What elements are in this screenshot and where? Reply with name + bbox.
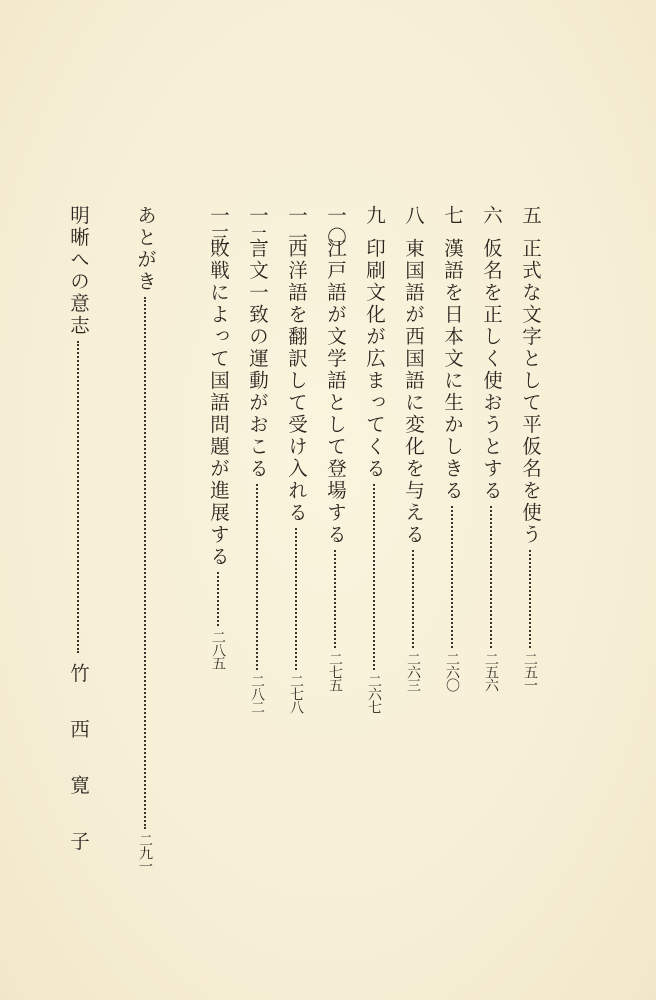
toc-entry[interactable]	[281, 205, 311, 713]
toc-entry[interactable]	[476, 205, 506, 691]
chapter-number: 一二	[246, 205, 269, 249]
afterword-title: あとがき	[134, 205, 157, 293]
page-number: 二八二	[249, 674, 265, 713]
toc-entry[interactable]	[359, 205, 389, 713]
chapter-number: 九	[363, 205, 386, 227]
author-char: 寛	[67, 775, 90, 795]
dot-leader	[144, 297, 146, 829]
essay-author	[63, 663, 93, 861]
page-number: 二六三	[405, 652, 421, 691]
dot-leader	[217, 572, 219, 626]
chapter-number: 一一	[285, 205, 308, 249]
dot-leader	[529, 550, 531, 648]
essay-entry[interactable]	[63, 205, 93, 861]
page-number: 二八五	[210, 630, 226, 669]
dot-leader	[412, 550, 414, 648]
toc-entry[interactable]	[515, 205, 545, 691]
chapter-number: 五	[519, 205, 542, 227]
chapter-title: 江戸語が文学語として登場する	[324, 238, 347, 546]
chapter-title: 敗戦によって国語問題が進展する	[207, 238, 230, 568]
chapter-title: 仮名を正しく使おうとする	[480, 238, 503, 502]
chapter-title: 正式な文字として平仮名を使う	[519, 238, 542, 546]
chapter-title: 漢語を日本文に生かしきる	[441, 238, 464, 502]
toc-entry[interactable]	[437, 205, 467, 691]
chapter-number: 一三	[207, 205, 230, 249]
dot-leader	[77, 341, 79, 653]
toc-entry[interactable]	[242, 205, 272, 713]
dot-leader	[334, 550, 336, 648]
chapter-title: 東国語が西国語に変化を与える	[402, 238, 425, 546]
dot-leader	[373, 484, 375, 670]
author-char: 竹	[67, 663, 90, 683]
chapter-title: 西洋語を翻訳して受け入れる	[285, 238, 308, 524]
toc-entry[interactable]	[320, 205, 350, 691]
author-char: 子	[67, 831, 90, 851]
page-number: 二九一	[137, 833, 153, 872]
toc-entry-afterword[interactable]	[130, 205, 160, 872]
dot-leader	[295, 528, 297, 670]
page-number: 二六七	[366, 674, 382, 713]
page-number: 二七八	[288, 674, 304, 713]
page-number: 二七五	[327, 652, 343, 691]
essay-title: 明晰への意志	[67, 205, 90, 337]
page-number: 二五一	[522, 652, 538, 691]
dot-leader	[451, 506, 453, 648]
page-number: 二五六	[483, 652, 499, 691]
chapter-number: 八	[402, 205, 425, 227]
chapter-number: 七	[441, 205, 464, 227]
page-number: 二六〇	[444, 652, 460, 691]
dot-leader	[256, 484, 258, 670]
chapter-title: 印刷文化が広まってくる	[363, 238, 386, 480]
dot-leader	[490, 506, 492, 648]
toc-entry[interactable]	[203, 205, 233, 669]
toc-entry[interactable]	[398, 205, 428, 691]
chapter-title: 言文一致の運動がおこる	[246, 238, 269, 480]
author-char: 西	[67, 719, 90, 739]
chapter-number: 六	[480, 205, 503, 227]
chapter-number: 一〇	[324, 205, 347, 249]
